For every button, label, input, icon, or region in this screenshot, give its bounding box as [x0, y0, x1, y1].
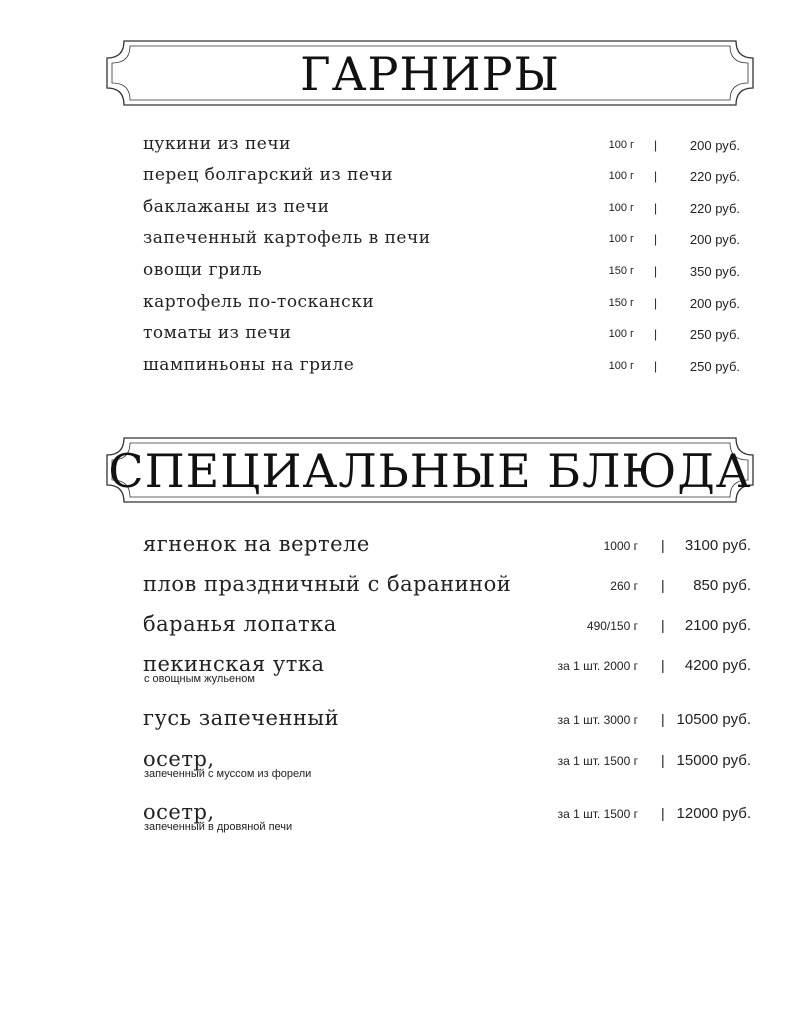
- item-price: 15000 руб.: [676, 752, 751, 769]
- item-name: томаты из печи: [143, 323, 292, 343]
- item-weight: 100 г: [608, 170, 634, 182]
- item-name: овощи гриль: [143, 260, 263, 280]
- separator: |: [661, 617, 665, 633]
- item-price: 250 руб.: [689, 359, 740, 374]
- section-title: СПЕЦИАЛЬНЫЕ БЛЮДА: [108, 444, 752, 498]
- section-header-special-dishes: [106, 437, 754, 503]
- item-name: осетр,: [143, 747, 215, 771]
- item-name: баклажаны из печи: [143, 197, 330, 217]
- separator: |: [654, 232, 658, 246]
- item-weight: за 1 шт. 3000 г: [557, 713, 638, 727]
- separator: |: [654, 264, 658, 278]
- item-weight: 100 г: [608, 139, 634, 151]
- separator: |: [654, 201, 658, 215]
- section-header-garnishes: [106, 40, 754, 106]
- item-price: 3100 руб.: [684, 537, 751, 554]
- separator: |: [661, 657, 665, 673]
- item-price: 220 руб.: [689, 201, 740, 216]
- item-weight: 100 г: [608, 360, 634, 372]
- separator: |: [654, 359, 658, 373]
- item-price: 4200 руб.: [684, 657, 751, 674]
- item-weight: 100 г: [608, 328, 634, 340]
- item-price: 250 руб.: [689, 327, 740, 342]
- item-name: осетр,: [143, 800, 215, 824]
- separator: |: [661, 577, 665, 593]
- item-name: шампиньоны на гриле: [143, 355, 355, 375]
- separator: |: [661, 711, 665, 727]
- item-weight: 1000 г: [603, 539, 638, 553]
- item-price: 12000 руб.: [676, 805, 751, 822]
- separator: |: [654, 296, 658, 310]
- item-name: запеченный картофель в печи: [143, 228, 431, 248]
- item-price: 200 руб.: [689, 232, 740, 247]
- item-name: картофель по-тоскански: [143, 292, 375, 312]
- item-price: 350 руб.: [689, 264, 740, 279]
- item-name: цукини из печи: [143, 134, 291, 154]
- item-description: с овощным жульеном: [144, 673, 255, 685]
- item-weight: 150 г: [608, 265, 634, 277]
- item-weight: за 1 шт. 1500 г: [557, 754, 638, 768]
- item-weight: 100 г: [608, 233, 634, 245]
- item-name: баранья лопатка: [143, 612, 337, 636]
- item-name: гусь запеченный: [143, 706, 340, 730]
- item-weight: 100 г: [608, 202, 634, 214]
- separator: |: [661, 805, 665, 821]
- item-price: 850 руб.: [693, 577, 751, 594]
- item-description: запеченный с муссом из форели: [144, 768, 312, 780]
- item-name: перец болгарский из печи: [143, 165, 394, 185]
- item-price: 200 руб.: [689, 296, 740, 311]
- section-title: ГАРНИРЫ: [300, 47, 560, 101]
- separator: |: [661, 752, 665, 768]
- item-weight: за 1 шт. 1500 г: [557, 807, 638, 821]
- item-weight: за 1 шт. 2000 г: [557, 659, 638, 673]
- item-name: пекинская утка: [143, 652, 325, 676]
- separator: |: [661, 537, 665, 553]
- item-name: ягненок на вертеле: [143, 532, 370, 556]
- item-price: 10500 руб.: [676, 711, 751, 728]
- item-weight: 150 г: [608, 297, 634, 309]
- separator: |: [654, 327, 658, 341]
- item-price: 2100 руб.: [684, 617, 751, 634]
- item-price: 220 руб.: [689, 169, 740, 184]
- item-weight: 260 г: [610, 579, 638, 593]
- item-description: запеченный в дровяной печи: [144, 821, 293, 833]
- item-name: плов праздничный с бараниной: [143, 572, 512, 596]
- separator: |: [654, 169, 658, 183]
- item-weight: 490/150 г: [586, 619, 638, 633]
- item-price: 200 руб.: [689, 138, 740, 153]
- separator: |: [654, 138, 658, 152]
